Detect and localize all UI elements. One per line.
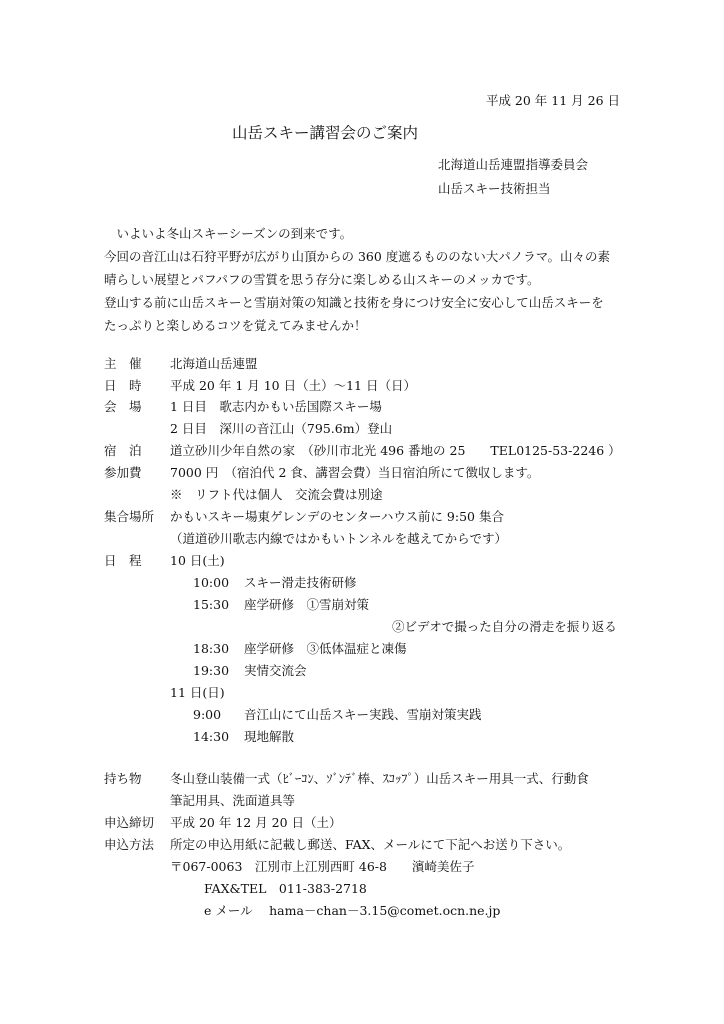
apply-email: e メール hama－chan－3.15@comet.ocn.ne.jp: [204, 903, 501, 918]
lodging-label: 宿 泊: [104, 443, 142, 458]
organizer-line-1: 北海道山岳連盟指導委員会: [438, 157, 589, 172]
meeting-value: かもいスキー場東ゲレンデのセンターハウス前に 9:50 集合: [170, 509, 504, 524]
schedule-activity: スキー滑走技術研修: [244, 575, 357, 590]
venue-label: 会 場: [104, 399, 142, 414]
venue-day2: 2 日目 深川の音江山（795.6m）登山: [170, 421, 393, 436]
intro-line: 登山する前に山岳スキーと雪崩対策の知識と技術を身につけ安全に安心して山岳スキーを: [104, 295, 604, 310]
schedule-activity: 実情交流会: [244, 663, 307, 678]
fee-note: ※ リフト代は個人 交流会費は別途: [170, 487, 383, 502]
datetime-label: 日 時: [104, 378, 142, 393]
datetime-value: 平成 20 年 1 月 10 日（土）～11 日（日）: [170, 378, 416, 393]
intro-line: いよいよ冬山スキーシーズンの到来です。: [104, 226, 353, 241]
items-label: 持ち物: [104, 771, 142, 786]
schedule-time: 14:30: [193, 729, 230, 744]
schedule-activity: 座学研修 ①雪崩対策: [244, 597, 370, 612]
meeting-label: 集合場所: [104, 509, 155, 524]
sponsor-label: 主 催: [104, 356, 142, 371]
schedule-activity: ②ビデオで撮った自分の滑走を振り返る: [392, 619, 617, 634]
schedule-activity: 座学研修 ③低体温症と凍傷: [244, 641, 407, 656]
schedule-day1-header: 10 日(土): [170, 553, 225, 568]
intro-paragraph: [104, 222, 634, 337]
intro-line: 今回の音江山は石狩平野が広がり山頂からの 360 度遮るもののない大パノラマ。山々の素: [104, 249, 611, 264]
apply-method: 所定の申込用紙に記載し郵送、FAX、メールにて下記へお送り下さい。: [170, 837, 571, 852]
organizer-line-2: 山岳スキー技術担当: [438, 181, 551, 196]
apply-address: 〒067-0063 江別市上江別西町 46-8 濱崎美佐子: [170, 859, 475, 874]
document-date: 平成 20 年 11 月 26 日: [485, 93, 620, 108]
fee-value: 7000 円 （宿泊代 2 食、講習会費）当日宿泊所にて徴収します。: [170, 465, 540, 480]
items-line-1: 冬山登山装備一式（ﾋﾞｰｺﾝ、ｿﾞﾝﾃﾞ棒、ｽｺｯﾌﾟ）山岳スキー用具一式、行動食: [170, 771, 589, 786]
schedule-day2-header: 11 日(日): [170, 685, 225, 700]
apply-label: 申込方法: [104, 837, 155, 852]
schedule-label: 日 程: [104, 553, 142, 568]
meeting-note: （道道砂川歌志内線ではかもいトンネルを越えてからです）: [170, 531, 508, 546]
schedule-time: 10:00: [193, 575, 230, 590]
deadline-value: 平成 20 年 12 月 20 日（土）: [170, 815, 342, 830]
schedule-time: 9:00: [193, 707, 222, 722]
apply-fax: FAX&TEL 011-383-2718: [204, 881, 367, 896]
sponsor-value: 北海道山岳連盟: [170, 356, 258, 371]
items-line-2: 筆記用具、洗面道具等: [170, 793, 296, 808]
schedule-time: 19:30: [193, 663, 230, 678]
intro-line: 晴らしい展望とパフパフの雪質を思う存分に楽しめる山スキーのメッカです。: [104, 272, 540, 287]
schedule-time: 18:30: [193, 641, 230, 656]
document-title: 山岳スキー講習会のご案内: [232, 124, 419, 142]
fee-label: 参加費: [104, 465, 142, 480]
schedule-activity: 音江山にて山岳スキー実践、雪崩対策実践: [244, 707, 482, 722]
intro-line: たっぷりと楽しめるコツを覚えてみませんか！: [104, 318, 367, 333]
schedule-activity: 現地解散: [244, 729, 295, 744]
lodging-value: 道立砂川少年自然の家 （砂川市北光 496 番地の 25 TEL0125-53-2246 ）: [170, 443, 621, 458]
schedule-time: 15:30: [193, 597, 230, 612]
deadline-label: 申込締切: [104, 815, 155, 830]
venue-day1: 1 日目 歌志内かもい岳国際スキー場: [170, 399, 382, 414]
